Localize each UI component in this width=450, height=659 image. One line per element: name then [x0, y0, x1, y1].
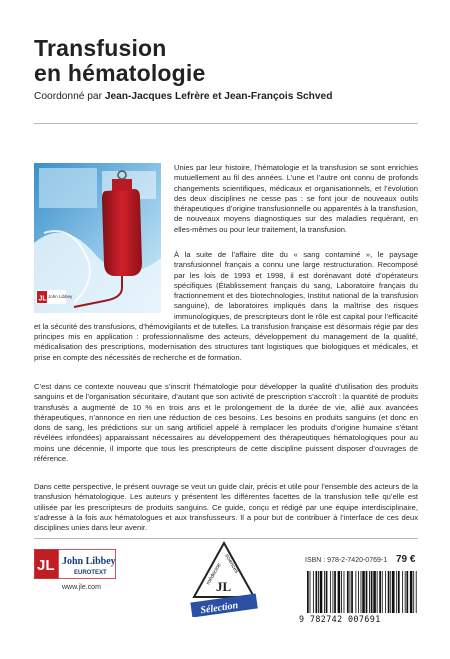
barcode-bar: [402, 571, 403, 613]
seal-initials: JL: [216, 579, 232, 594]
selection-seal: [190, 541, 258, 617]
barcode-bar: [355, 571, 356, 613]
float-spacer: [34, 250, 174, 316]
barcode-bar: [416, 571, 417, 613]
barcode-bar: [330, 571, 331, 613]
barcode-bar: [350, 571, 351, 613]
publisher-initials: JL: [37, 557, 55, 574]
publisher-sub: EUROTEXT: [74, 570, 107, 576]
barcode-bar: [316, 571, 318, 613]
paragraph-2: À la suite de l’affaire dite du « sang contaminé », le paysage transfusionnel français a connu une large restructuration. Recomposé par les lois de 1993 et 1998, il est dorénavant doté d’opérateurs spécifiques (Établissement français du sang, Laboratoire français du fractionnement et des biotechnologies, Institut national de la transfusion sanguine), de laboratoires impliqués dans la maîtrise des risques immunologiques, de prescripteurs dont le rôle est capital pour l’efficacité et la sécurité des transfusions, d’hémovigilants et de tutelles. La transfusion française est désormais régie par des principes mis en application : professionnalisme des acteurs, développement du management de la qualité, médicalisation des prescriptions, modernisation des structures tant logistiques que biologiques et médicales, et prise en compte des nécessités de recherche et de formation.: [34, 250, 418, 362]
barcode-bar: [318, 571, 319, 613]
barcode-bar: [362, 571, 365, 613]
barcode-bar: [366, 571, 368, 613]
paragraph-2-block: [34, 250, 418, 378]
barcode-bar: [310, 571, 311, 613]
barcode-bar: [373, 571, 376, 613]
barcode-bar: [334, 571, 336, 613]
barcode-bar: [392, 571, 395, 613]
seal-left-text: médecine: [205, 562, 223, 586]
price-text: 79 €: [396, 554, 416, 565]
barcode-bar: [338, 571, 341, 613]
publisher-url: www.jle.com: [62, 584, 101, 591]
publisher-name: John Libbey: [62, 556, 116, 567]
barcode-bar: [344, 571, 345, 613]
barcode-bar: [377, 571, 378, 613]
barcode-bar: [390, 571, 391, 613]
barcode-bar: [379, 571, 381, 613]
barcode-bar: [333, 571, 334, 613]
barcode-bar: [358, 571, 359, 613]
selection-seal-graphic: [190, 541, 258, 617]
barcode-bar: [410, 571, 413, 613]
barcode-bar: [324, 571, 325, 613]
barcode-bar: [385, 571, 386, 613]
isbn-text: ISBN : 978-2-7420-0769-1: [305, 557, 388, 564]
bottom-divider: [34, 538, 418, 539]
title-line-1: Transfusion: [34, 35, 167, 61]
barcode-bar: [307, 571, 309, 613]
book-title: [34, 36, 334, 86]
paragraph-4: Dans cette perspective, le présent ouvrage se veut un guide clair, précis et utile pour l’ensemble des acteurs de la transfusion hématologique. Les auteurs y présentent les différentes facettes de la transfusion telle qu’elle est utilisée par les prescripteurs de produits sanguins. Ce guide, conçu et rédigé par une équipe interdisciplinaire, s’adresse à la fois aux hématologues et aux transfusseurs. Il a pour but de contribuer à l’interface de ces deux disciplines unies dans leur avenir.: [34, 482, 418, 532]
barcode-graphic: [305, 571, 419, 613]
paragraph-1: Unies par leur histoire, l’hématologie et la transfusion se sont enrichies mutuellement au fil des années. L’une et l’autre ont connu de profonds changements scientifiques, médicaux et organisationnels, et l’évolution des deux disciplines ne cesse pas : se font jour de nouveaux outils thérapeutiques d’origine transfusionnelle ou apparentés à la transfusion, de nouveaux moyens diagnostiques sur des maladies requérant, en elles-mêmes ou pour leur traitement, la transfusion.: [174, 163, 418, 234]
editors-line: [34, 91, 332, 102]
barcode-bar: [398, 571, 400, 613]
coordinated-by-label: Coordonné par: [34, 91, 102, 102]
svg-text:JL: JL: [38, 295, 47, 303]
barcode-bar: [371, 571, 373, 613]
barcode-bar: [406, 571, 408, 613]
barcode-bar: [351, 571, 353, 613]
barcode-bar: [369, 571, 370, 613]
barcode-bar: [326, 571, 328, 613]
publisher-logo-graphic: [34, 549, 116, 579]
publisher-logo: [34, 549, 116, 579]
barcode-bar: [347, 571, 349, 613]
title-line-2: en hématologie: [34, 60, 206, 86]
barcode-bar: [313, 571, 314, 613]
barcode-bar: [320, 571, 323, 613]
paragraph-3: C’est dans ce contexte nouveau que s’inscrit l’hématologie pour développer la qualité d’utilisation des produits sanguins et de l’organisation sécuritaire, d’autant que son activité de prescription s’accroît : la quantité de produits transfusés a augmenté de 10 % en trois ans et le prolongement de la durée de vie, allié aux avancées thérapeutiques, n’annonce en rien une réduction de ces besoins. Les besoins en produits sanguins (et donc en dons de sang, les prédictions sur un sang artificiel appelé à remplacer les produits d’origine humaine s’étant révélées infondées) apparaissant nécessaires au développement des thérapeutiques hématologiques pour au moins une décennie, il importe que tous les prescripteurs de cette discipline puissent disposer d’ouvrages de référence.: [34, 382, 418, 463]
barcode-bar: [405, 571, 406, 613]
barcode-bar: [382, 571, 383, 613]
barcode-bar: [413, 571, 414, 613]
editor-names: Jean-Jacques Lefrère et Jean-François Schved: [104, 91, 333, 102]
seal-label: Sélection: [199, 600, 239, 617]
cover-logo-text: John Libbey: [48, 294, 73, 299]
barcode-bar: [388, 571, 390, 613]
barcode-digits: 9 782742 007691: [299, 614, 381, 624]
seal-right-text: sciences: [223, 553, 240, 575]
barcode-bar: [396, 571, 397, 613]
top-divider: [34, 123, 418, 124]
barcode-bar: [361, 571, 362, 613]
barcode-bar: [341, 571, 342, 613]
